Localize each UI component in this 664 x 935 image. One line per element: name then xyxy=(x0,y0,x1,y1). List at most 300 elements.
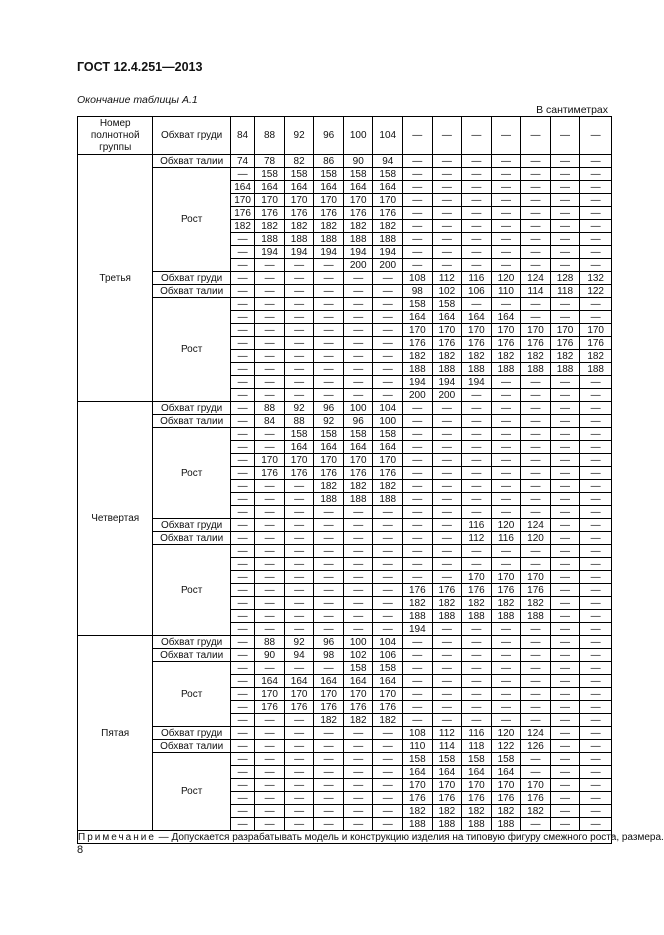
size-cell: — xyxy=(521,220,551,233)
size-cell: — xyxy=(284,792,314,805)
size-cell: — xyxy=(521,389,551,402)
size-cell: 176 xyxy=(284,207,314,220)
size-cell: — xyxy=(521,675,551,688)
size-cell: — xyxy=(580,493,612,506)
chest-value-header: — xyxy=(491,117,521,155)
size-cell: 176 xyxy=(314,701,344,714)
size-cell: — xyxy=(255,545,285,558)
parameter-label: Рост xyxy=(153,662,230,727)
size-cell: — xyxy=(432,233,462,246)
size-cell: — xyxy=(432,558,462,571)
size-cell: — xyxy=(580,545,612,558)
size-cell: — xyxy=(230,480,254,493)
note-text: — Допускается разрабатывать модель и конструкцию изделия на типовую фигуру смежного роста, размера. xyxy=(155,831,664,843)
size-cell: — xyxy=(580,441,612,454)
header-row xyxy=(78,117,612,155)
size-cell: — xyxy=(521,753,551,766)
size-cell: — xyxy=(521,818,551,831)
size-cell: 102 xyxy=(432,285,462,298)
size-cell: 158 xyxy=(432,298,462,311)
size-cell: — xyxy=(491,389,521,402)
size-cell: — xyxy=(521,506,551,519)
size-cell: — xyxy=(550,311,580,324)
size-cell: 176 xyxy=(550,337,580,350)
size-cell: — xyxy=(403,259,433,272)
size-cell: 188 xyxy=(314,233,344,246)
size-cell: 94 xyxy=(373,155,403,168)
size-cell: 112 xyxy=(432,727,462,740)
size-cell: — xyxy=(343,753,373,766)
size-cell: — xyxy=(432,623,462,636)
size-cell: 194 xyxy=(462,376,492,389)
size-cell: 164 xyxy=(314,441,344,454)
size-cell: — xyxy=(255,298,285,311)
size-cell: 188 xyxy=(491,610,521,623)
size-cell: — xyxy=(432,675,462,688)
size-cell: 176 xyxy=(255,467,285,480)
size-cell: 188 xyxy=(343,493,373,506)
size-cell: — xyxy=(550,545,580,558)
size-cell: 170 xyxy=(550,324,580,337)
size-cell: 188 xyxy=(521,610,551,623)
size-cell: — xyxy=(521,623,551,636)
size-cell: — xyxy=(491,467,521,480)
size-cell: — xyxy=(491,688,521,701)
size-cell: 188 xyxy=(343,233,373,246)
size-cell: 116 xyxy=(491,532,521,545)
size-cell: — xyxy=(373,610,403,623)
size-cell: — xyxy=(580,597,612,610)
size-cell: — xyxy=(284,363,314,376)
table-row xyxy=(78,428,612,441)
size-cell: — xyxy=(550,701,580,714)
size-cell: — xyxy=(255,350,285,363)
size-cell: — xyxy=(230,636,254,649)
size-cell: 188 xyxy=(373,233,403,246)
size-cell: — xyxy=(462,545,492,558)
size-cell: — xyxy=(403,714,433,727)
size-cell: — xyxy=(284,740,314,753)
size-cell: — xyxy=(284,727,314,740)
size-cell: — xyxy=(343,818,373,831)
size-cell: — xyxy=(521,168,551,181)
size-cell: 164 xyxy=(462,311,492,324)
size-cell: 158 xyxy=(343,662,373,675)
size-cell: — xyxy=(373,324,403,337)
size-cell: — xyxy=(432,649,462,662)
size-cell: — xyxy=(521,454,551,467)
size-cell: — xyxy=(255,441,285,454)
size-cell: — xyxy=(343,389,373,402)
size-cell: — xyxy=(230,688,254,701)
chest-value-header: 84 xyxy=(230,117,254,155)
size-cell: — xyxy=(284,558,314,571)
size-cell: — xyxy=(343,324,373,337)
size-cell: — xyxy=(230,597,254,610)
size-cell: — xyxy=(403,454,433,467)
size-cell: — xyxy=(403,428,433,441)
size-cell: — xyxy=(462,623,492,636)
size-cell: — xyxy=(373,766,403,779)
size-cell: — xyxy=(550,441,580,454)
size-cell: 182 xyxy=(550,350,580,363)
size-cell: — xyxy=(373,532,403,545)
size-cell: — xyxy=(550,792,580,805)
size-cell: — xyxy=(255,428,285,441)
size-cell: — xyxy=(343,740,373,753)
table-row xyxy=(78,272,612,285)
size-cell: — xyxy=(580,571,612,584)
size-cell: — xyxy=(230,753,254,766)
note-label: Примечание xyxy=(78,831,156,843)
size-cell: — xyxy=(521,649,551,662)
size-cell: 112 xyxy=(432,272,462,285)
size-cell: — xyxy=(230,792,254,805)
size-cell: — xyxy=(343,792,373,805)
size-cell: — xyxy=(491,636,521,649)
size-cell: — xyxy=(284,818,314,831)
size-cell: — xyxy=(580,610,612,623)
size-cell: 182 xyxy=(462,597,492,610)
size-cell: — xyxy=(284,571,314,584)
size-cell: — xyxy=(284,259,314,272)
size-cell: 170 xyxy=(314,454,344,467)
size-cell: — xyxy=(521,545,551,558)
size-cell: 158 xyxy=(403,298,433,311)
size-cell: — xyxy=(432,545,462,558)
size-cell: — xyxy=(255,740,285,753)
size-cell: — xyxy=(255,662,285,675)
size-cell: — xyxy=(230,701,254,714)
size-cell: — xyxy=(314,376,344,389)
size-cell: — xyxy=(314,766,344,779)
parameter-label: Рост xyxy=(153,753,230,831)
size-cell: 164 xyxy=(255,675,285,688)
size-cell: — xyxy=(432,194,462,207)
size-cell: — xyxy=(284,584,314,597)
size-cell: 88 xyxy=(284,415,314,428)
size-cell: 176 xyxy=(284,701,314,714)
size-cell: — xyxy=(403,649,433,662)
size-cell: — xyxy=(255,558,285,571)
size-cell: 158 xyxy=(373,428,403,441)
size-cell: — xyxy=(230,285,254,298)
size-cell: — xyxy=(580,155,612,168)
size-cell: — xyxy=(491,428,521,441)
size-cell: — xyxy=(230,714,254,727)
table-row xyxy=(78,740,612,753)
size-cell: 96 xyxy=(314,636,344,649)
size-cell: — xyxy=(403,506,433,519)
size-cell: — xyxy=(462,441,492,454)
chest-value-header: — xyxy=(521,117,551,155)
size-cell: — xyxy=(230,246,254,259)
size-cell: — xyxy=(550,467,580,480)
size-cell: — xyxy=(491,259,521,272)
size-cell: 170 xyxy=(462,571,492,584)
size-cell: — xyxy=(491,714,521,727)
size-cell: — xyxy=(580,636,612,649)
size-cell: 182 xyxy=(403,597,433,610)
size-cell: — xyxy=(550,415,580,428)
size-cell: — xyxy=(230,649,254,662)
size-cell: — xyxy=(550,753,580,766)
size-cell: 158 xyxy=(284,168,314,181)
size-cell: — xyxy=(373,584,403,597)
table-row xyxy=(78,415,612,428)
size-cell: 170 xyxy=(255,688,285,701)
size-cell: — xyxy=(550,519,580,532)
size-cell: 164 xyxy=(373,181,403,194)
size-cell: 158 xyxy=(255,168,285,181)
size-cell: 182 xyxy=(491,805,521,818)
size-cell: — xyxy=(314,623,344,636)
size-cell: — xyxy=(284,766,314,779)
size-cell: — xyxy=(550,376,580,389)
size-cell: — xyxy=(550,623,580,636)
parameter-label: Обхват талии xyxy=(153,740,230,753)
size-cell: 182 xyxy=(284,220,314,233)
size-cell: 170 xyxy=(255,454,285,467)
table-row xyxy=(78,155,612,168)
size-cell: — xyxy=(462,194,492,207)
size-cell: — xyxy=(521,714,551,727)
size-cell: — xyxy=(230,610,254,623)
size-cell: — xyxy=(432,506,462,519)
size-cell: — xyxy=(255,376,285,389)
size-cell: — xyxy=(550,727,580,740)
size-cell: — xyxy=(491,194,521,207)
size-cell: — xyxy=(343,727,373,740)
size-cell: 200 xyxy=(343,259,373,272)
size-cell: — xyxy=(580,181,612,194)
size-cell: — xyxy=(521,402,551,415)
size-cell: 96 xyxy=(314,402,344,415)
size-cell: 188 xyxy=(462,363,492,376)
size-cell: 170 xyxy=(314,194,344,207)
size-cell: 170 xyxy=(580,324,612,337)
size-cell: — xyxy=(255,337,285,350)
parameter-label: Обхват груди xyxy=(153,272,230,285)
size-cell: 188 xyxy=(403,610,433,623)
parameter-label: Обхват груди xyxy=(153,727,230,740)
size-cell: — xyxy=(314,337,344,350)
size-cell: 98 xyxy=(403,285,433,298)
size-cell: — xyxy=(314,818,344,831)
size-cell: — xyxy=(255,818,285,831)
table-row xyxy=(78,545,612,558)
size-cell: 92 xyxy=(314,415,344,428)
size-cell: — xyxy=(432,415,462,428)
table-row xyxy=(78,727,612,740)
size-cell: — xyxy=(403,415,433,428)
size-cell: — xyxy=(432,701,462,714)
size-cell: 194 xyxy=(373,246,403,259)
size-cell: — xyxy=(580,675,612,688)
size-cell: — xyxy=(550,389,580,402)
size-cell: 182 xyxy=(343,714,373,727)
size-cell: 182 xyxy=(255,220,285,233)
size-cell: — xyxy=(580,805,612,818)
size-cell: — xyxy=(255,506,285,519)
size-cell: — xyxy=(373,545,403,558)
size-cell: — xyxy=(403,545,433,558)
size-cell: — xyxy=(255,532,285,545)
size-cell: 170 xyxy=(403,324,433,337)
size-cell: — xyxy=(230,363,254,376)
size-cell: — xyxy=(521,766,551,779)
size-cell: 158 xyxy=(403,753,433,766)
size-cell: — xyxy=(343,623,373,636)
size-cell: — xyxy=(255,753,285,766)
parameter-label: Обхват груди xyxy=(153,636,230,649)
size-cell: 170 xyxy=(343,688,373,701)
size-cell: 158 xyxy=(432,753,462,766)
size-cell: — xyxy=(230,337,254,350)
size-cell: — xyxy=(284,324,314,337)
size-cell: 176 xyxy=(230,207,254,220)
size-cell: — xyxy=(314,519,344,532)
size-cell: — xyxy=(284,285,314,298)
size-cell: — xyxy=(462,428,492,441)
size-cell: 164 xyxy=(343,441,373,454)
size-cell: — xyxy=(230,168,254,181)
size-cell: — xyxy=(521,246,551,259)
size-cell: — xyxy=(284,623,314,636)
size-cell: 92 xyxy=(284,402,314,415)
size-cell: — xyxy=(403,220,433,233)
size-cell: 124 xyxy=(521,272,551,285)
size-cell: — xyxy=(432,714,462,727)
size-cell: 176 xyxy=(521,792,551,805)
size-cell: — xyxy=(462,467,492,480)
size-cell: — xyxy=(343,597,373,610)
size-cell: — xyxy=(432,441,462,454)
size-cell: — xyxy=(314,545,344,558)
size-cell: 188 xyxy=(373,493,403,506)
size-cell: — xyxy=(491,506,521,519)
size-cell: 84 xyxy=(255,415,285,428)
size-cell: — xyxy=(462,155,492,168)
size-cell: — xyxy=(314,272,344,285)
size-cell: — xyxy=(403,480,433,493)
size-cell: 170 xyxy=(230,194,254,207)
note-row xyxy=(78,831,612,844)
size-cell: — xyxy=(403,571,433,584)
size-cell: 188 xyxy=(491,363,521,376)
size-cell: — xyxy=(314,298,344,311)
size-cell: — xyxy=(432,480,462,493)
size-cell: 110 xyxy=(403,740,433,753)
size-cell: — xyxy=(230,402,254,415)
size-cell: 106 xyxy=(373,649,403,662)
size-cell: 188 xyxy=(432,818,462,831)
size-cell: 176 xyxy=(314,207,344,220)
chest-value-header: — xyxy=(580,117,612,155)
size-cell: — xyxy=(230,467,254,480)
size-cell: 170 xyxy=(284,194,314,207)
chest-value-header: 92 xyxy=(284,117,314,155)
table-units: В сантиметрах xyxy=(536,104,608,116)
size-cell: 182 xyxy=(343,480,373,493)
size-cell: — xyxy=(230,623,254,636)
size-cell: 182 xyxy=(432,597,462,610)
size-cell: 176 xyxy=(403,584,433,597)
size-cell: — xyxy=(403,493,433,506)
size-cell: — xyxy=(432,402,462,415)
size-cell: — xyxy=(550,194,580,207)
size-cell: 164 xyxy=(403,311,433,324)
size-cell: 176 xyxy=(491,337,521,350)
size-cell: — xyxy=(403,467,433,480)
size-cell: — xyxy=(373,727,403,740)
size-cell: — xyxy=(255,727,285,740)
size-cell: 182 xyxy=(403,350,433,363)
size-cell: — xyxy=(373,285,403,298)
size-cell: — xyxy=(403,155,433,168)
size-cell: — xyxy=(550,259,580,272)
size-cell: — xyxy=(432,454,462,467)
size-cell: 164 xyxy=(284,441,314,454)
size-cell: — xyxy=(255,571,285,584)
size-cell: 164 xyxy=(491,766,521,779)
size-cell: — xyxy=(550,246,580,259)
size-cell: — xyxy=(432,428,462,441)
size-cell: 128 xyxy=(550,272,580,285)
size-cell: — xyxy=(491,675,521,688)
size-cell: — xyxy=(373,805,403,818)
size-cell: — xyxy=(314,324,344,337)
size-cell: — xyxy=(284,662,314,675)
size-cell: 176 xyxy=(491,584,521,597)
size-cell: — xyxy=(432,168,462,181)
size-cell: — xyxy=(580,246,612,259)
chest-value-header: 104 xyxy=(373,117,403,155)
size-cell: — xyxy=(550,662,580,675)
size-cell: — xyxy=(580,649,612,662)
size-cell: 188 xyxy=(491,818,521,831)
size-cell: 194 xyxy=(255,246,285,259)
size-cell: 164 xyxy=(403,766,433,779)
size-cell: — xyxy=(550,688,580,701)
group-name: Третья xyxy=(78,155,153,402)
size-cell: — xyxy=(255,480,285,493)
size-cell: 170 xyxy=(284,688,314,701)
size-cell: — xyxy=(521,701,551,714)
parameter-label: Обхват талии xyxy=(153,532,230,545)
chest-value-header: — xyxy=(403,117,433,155)
size-cell: — xyxy=(580,714,612,727)
size-cell: — xyxy=(580,766,612,779)
size-cell: 176 xyxy=(462,792,492,805)
size-cell: 170 xyxy=(373,454,403,467)
size-cell: 176 xyxy=(314,467,344,480)
size-cell: — xyxy=(403,662,433,675)
parameter-label: Обхват груди xyxy=(153,402,230,415)
size-cell: — xyxy=(343,558,373,571)
size-cell: — xyxy=(462,662,492,675)
size-cell: — xyxy=(230,818,254,831)
size-cell: — xyxy=(491,558,521,571)
size-cell: — xyxy=(521,181,551,194)
size-cell: — xyxy=(343,545,373,558)
size-cell: 194 xyxy=(284,246,314,259)
size-cell: — xyxy=(403,402,433,415)
size-cell: — xyxy=(491,402,521,415)
size-cell: — xyxy=(580,584,612,597)
size-cell: 98 xyxy=(314,649,344,662)
size-cell: 124 xyxy=(521,727,551,740)
